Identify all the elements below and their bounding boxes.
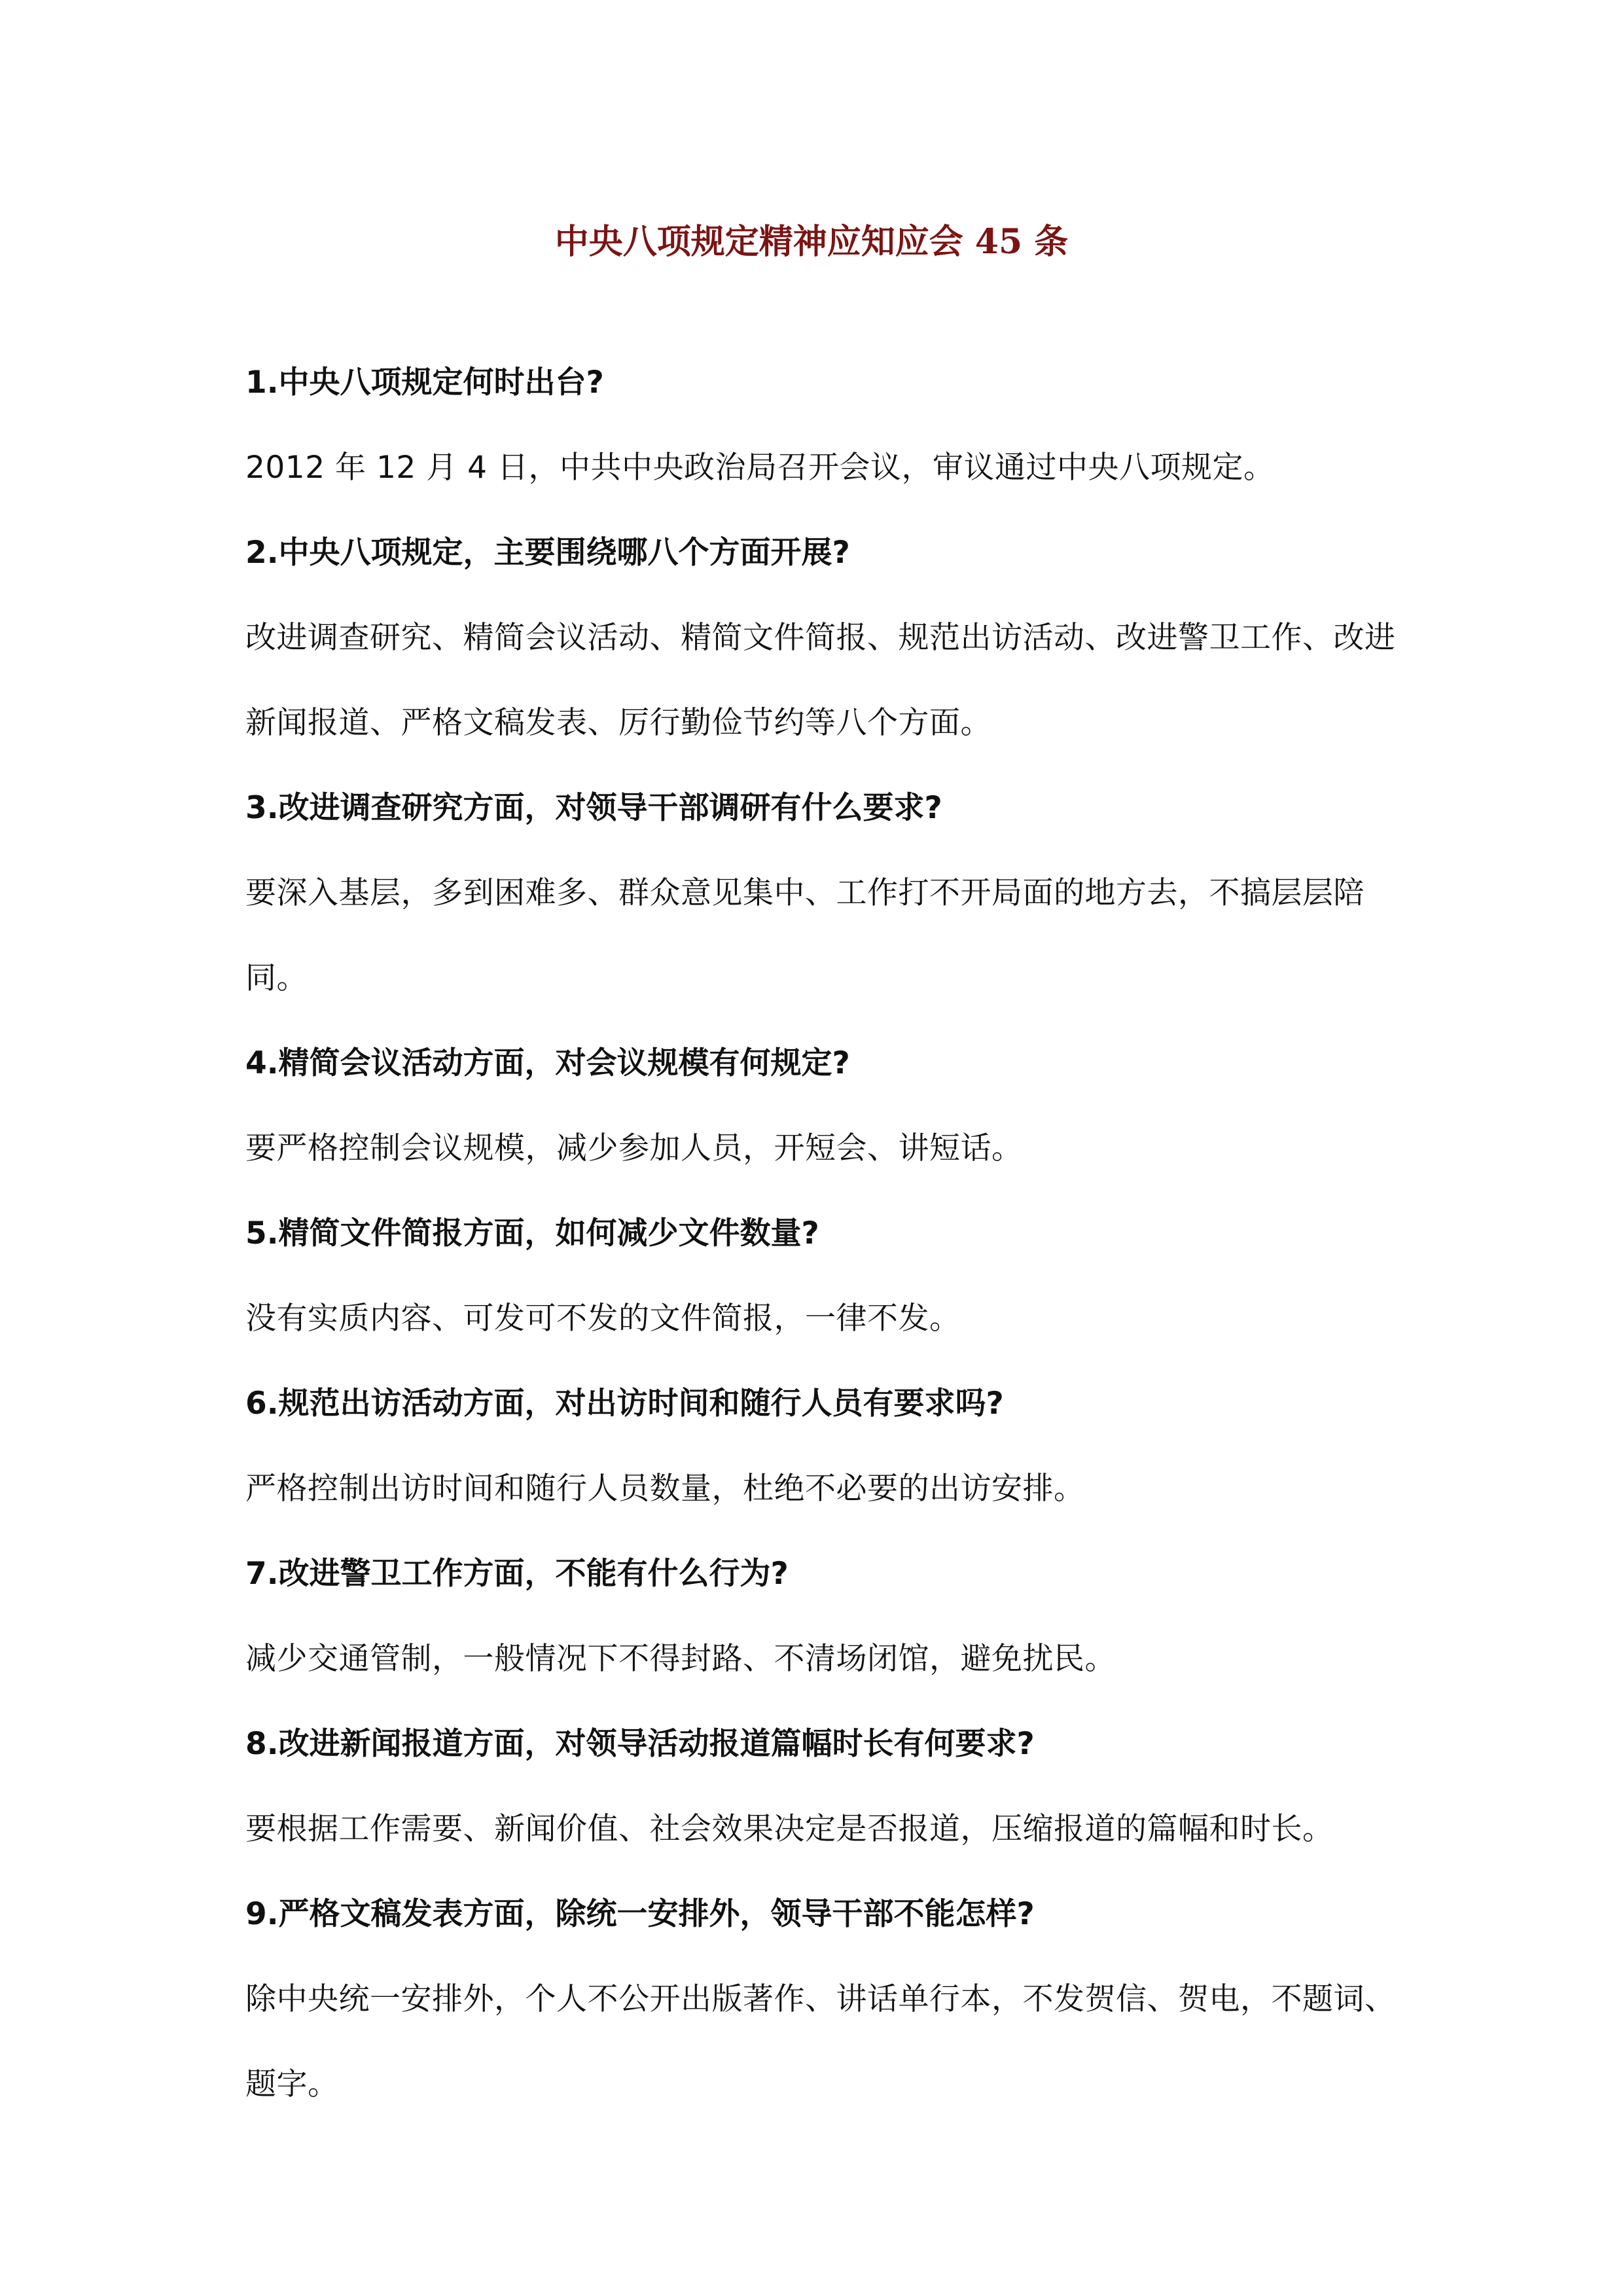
question-5: 5.精简文件简报方面，如何减少文件数量? (245, 1215, 819, 1251)
question-1: 1.中央八项规定何时出台? (245, 365, 604, 401)
qa-item-5 (245, 1191, 1410, 1361)
qa-item-3 (245, 766, 1410, 1021)
answer-6: 严格控制出访时间和随行人员数量，杜绝不必要的出访安排。 (245, 1471, 1085, 1507)
qa-item-9 (245, 1872, 1410, 2127)
answer-7: 减少交通管制，一般情况下不得封路、不清场闭馆，避免扰民。 (245, 1641, 1116, 1677)
question-9: 9.严格文稿发表方面，除统一安排外，领导干部不能怎样? (245, 1896, 1035, 1932)
qa-item-7 (245, 1532, 1410, 1702)
answer-1: 2012 年 12 月 4 日，中共中央政治局召开会议，审议通过中央八项规定。 (245, 450, 1275, 486)
qa-item-4 (245, 1021, 1410, 1191)
answer-8: 要根据工作需要、新闻价值、社会效果决定是否报道，压缩报道的篇幅和时长。 (245, 1811, 1334, 1847)
qa-item-6 (245, 1361, 1410, 1532)
answer-9: 除中央统一安排外，个人不公开出版著作、讲话单行本，不发贺信、贺电，不题词、题字。 (245, 1981, 1396, 2102)
answer-4: 要严格控制会议规模，减少参加人员，开短会、讲短话。 (245, 1130, 1023, 1166)
question-7: 7.改进警卫工作方面，不能有什么行为? (245, 1556, 789, 1592)
question-2: 2.中央八项规定，主要围绕哪八个方面开展? (245, 535, 850, 571)
question-4: 4.精简会议活动方面，对会议规模有何规定? (245, 1045, 850, 1081)
answer-3: 要深入基层，多到困难多、群众意见集中、工作打不开局面的地方去，不搞层层陪同。 (245, 875, 1364, 996)
answer-5: 没有实质内容、可发可不发的文件简报，一律不发。 (245, 1300, 961, 1336)
question-8: 8.改进新闻报道方面，对领导活动报道篇幅时长有何要求? (245, 1726, 1035, 1762)
qa-item-2 (245, 511, 1410, 766)
question-3: 3.改进调查研究方面，对领导干部调研有什么要求? (245, 790, 942, 826)
answer-2: 改进调查研究、精简会议活动、精简文件简报、规范出访活动、改进警卫工作、改进新闻报道、严格文稿发表、厉行勤俭节约等八个方面。 (245, 620, 1396, 741)
qa-item-1 (245, 340, 1410, 511)
question-6: 6.规范出访活动方面，对出访时间和随行人员有要求吗? (245, 1386, 1004, 1422)
qa-list (245, 340, 1410, 2127)
document-title: 中央八项规定精神应知应会 45 条 (554, 222, 1069, 262)
qa-item-8 (245, 1702, 1410, 1872)
